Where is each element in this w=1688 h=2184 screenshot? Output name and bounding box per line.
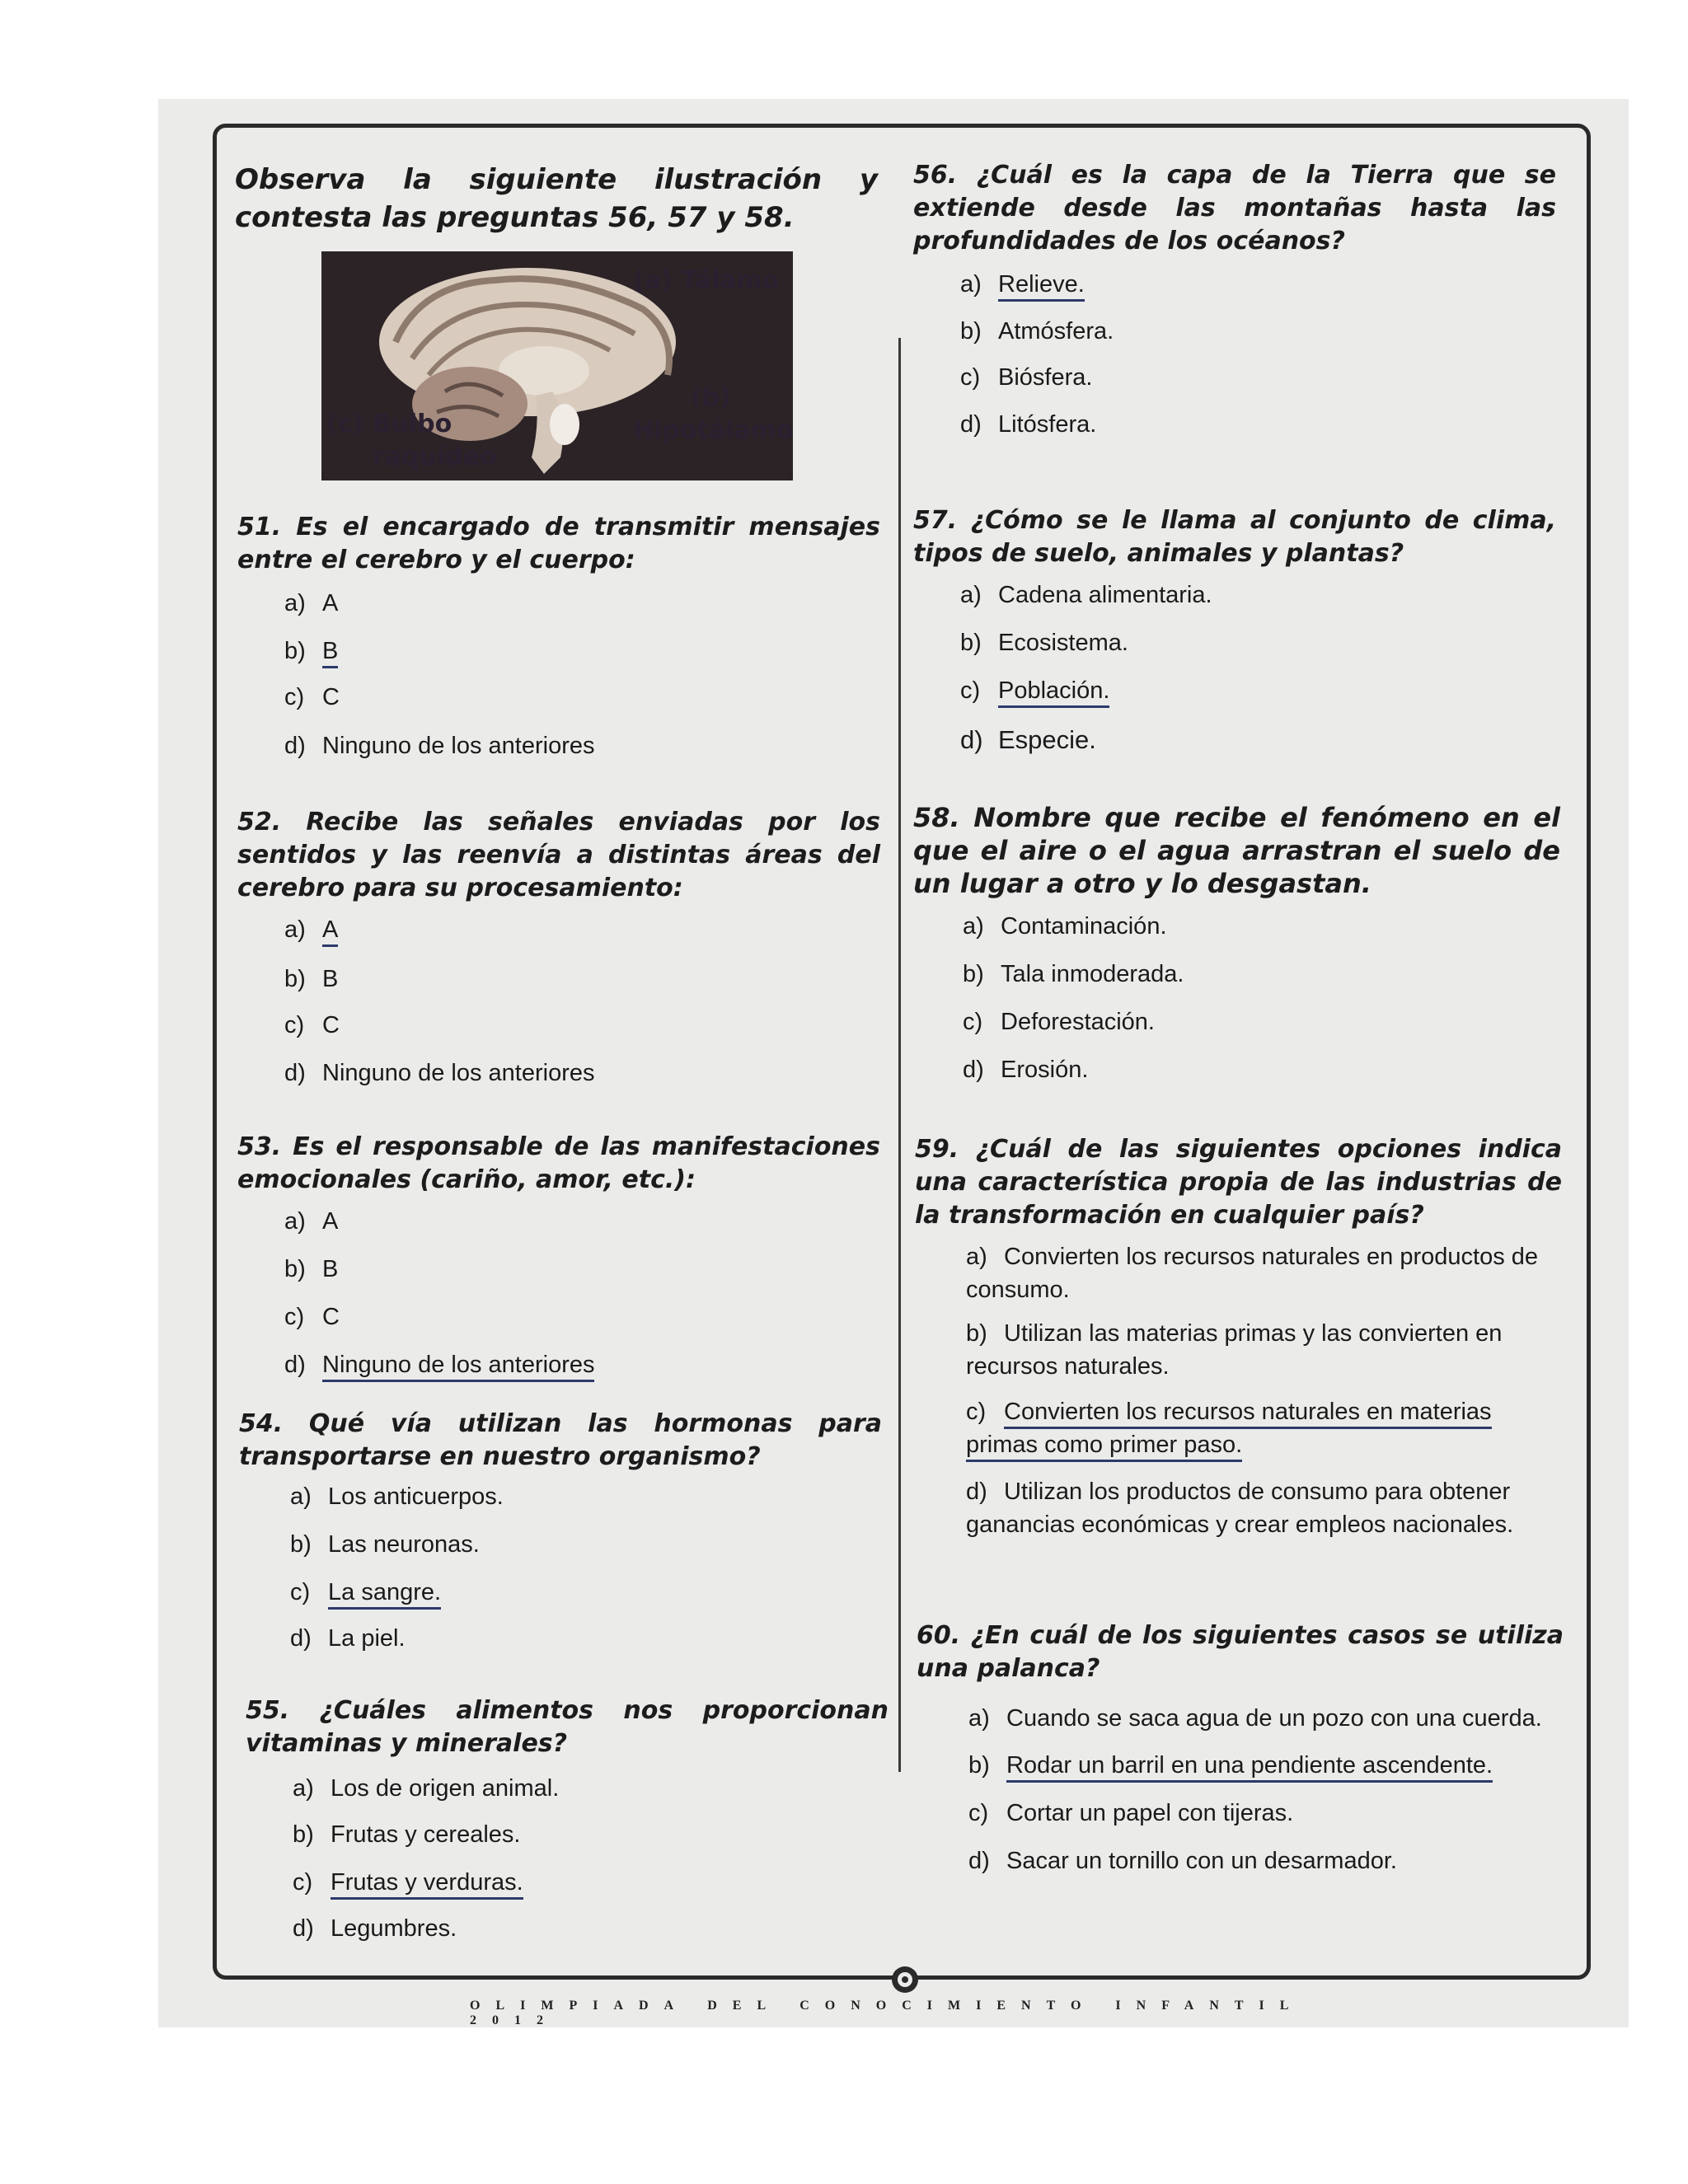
option-text: B <box>322 966 339 992</box>
option-text: Utilizan los productos de consumo para obtener ganancias económicas y crear empleos nacionales. <box>966 1479 1514 1538</box>
option-text: Las neuronas. <box>328 1531 480 1558</box>
option-letter: c) <box>293 1869 313 1896</box>
option-text: Frutas y cereales. <box>331 1821 521 1848</box>
option-letter: d) <box>284 733 306 759</box>
column-divider <box>898 338 901 1772</box>
q60-option-b[interactable] <box>968 1749 1493 1782</box>
question-57: 57. ¿Cómo se le llama al conjunto de clima, tipos de suelo, animales y plantas? <box>913 506 1556 568</box>
question-56: 56. ¿Cuál es la capa de la Tierra que se extiende desde las montañas hasta las profundidades de los océanos? <box>913 161 1556 255</box>
option-text: Ninguno de los anteriores <box>322 1060 595 1086</box>
option-letter: c) <box>960 677 981 704</box>
q52-option-c[interactable] <box>284 1009 340 1042</box>
option-text: Cadena alimentaria. <box>998 582 1212 608</box>
q58-option-c[interactable] <box>963 1005 1155 1038</box>
label-bulbo-line2: raquídeo <box>373 443 497 471</box>
brain-illustration <box>321 251 793 480</box>
option-letter: b) <box>963 961 984 987</box>
option-text: Rodar un barril en una pendiente ascendente. <box>1006 1752 1493 1783</box>
option-text: Los anticuerpos. <box>328 1483 504 1510</box>
question-51: 51. Es el encargado de transmitir mensajes entre el cerebro y el cuerpo: <box>237 513 880 574</box>
option-text: Ecosistema. <box>998 630 1128 656</box>
option-letter: d) <box>968 1848 990 1874</box>
option-letter: b) <box>960 318 982 344</box>
q58-option-b[interactable] <box>963 958 1184 991</box>
option-text: C <box>322 684 340 710</box>
option-letter: a) <box>284 1208 306 1235</box>
option-text: Cuando se saca agua de un pozo con una cuerda. <box>1006 1705 1542 1732</box>
option-text: Biósfera. <box>998 364 1093 391</box>
option-text: B <box>322 638 338 668</box>
q51-option-b[interactable] <box>284 635 338 668</box>
option-letter: d) <box>966 1479 987 1505</box>
option-text: Ninguno de los anteriores <box>322 1352 594 1382</box>
option-letter: c) <box>968 1800 989 1826</box>
option-text: A <box>322 916 338 947</box>
option-letter: c) <box>284 1012 305 1038</box>
q58-option-d[interactable] <box>963 1053 1088 1086</box>
option-text: Frutas y verduras. <box>331 1869 523 1900</box>
option-text: Tala inmoderada. <box>1001 961 1184 987</box>
option-letter: b) <box>293 1821 314 1848</box>
option-letter: a) <box>293 1775 314 1802</box>
q55-option-d[interactable] <box>293 1912 457 1945</box>
q58-option-a[interactable] <box>963 910 1167 943</box>
q57-option-c[interactable] <box>960 674 1109 707</box>
label-bulbo-line1: (c) Bulbo <box>326 410 452 438</box>
option-letter: b) <box>960 630 982 656</box>
option-text: La sangre. <box>328 1579 441 1610</box>
option-letter: b) <box>966 1320 987 1347</box>
q52-option-b[interactable] <box>284 963 338 996</box>
q54-option-d[interactable] <box>290 1622 406 1655</box>
question-52: 52. Recibe las señales enviadas por los sentidos y las reenvía a distintas áreas del cerebro para su procesamiento: <box>237 808 880 902</box>
q59-option-a[interactable] <box>966 1240 1559 1306</box>
option-letter: c) <box>290 1579 311 1605</box>
option-letter: a) <box>290 1483 312 1510</box>
q55-option-a[interactable] <box>293 1772 559 1805</box>
option-text: Relieve. <box>998 271 1085 302</box>
option-text: B <box>322 1256 339 1282</box>
option-letter: c) <box>966 1399 987 1425</box>
q51-option-c[interactable] <box>284 681 340 714</box>
option-letter: d) <box>293 1915 314 1942</box>
option-text: Legumbres. <box>331 1915 457 1942</box>
q52-option-d[interactable] <box>284 1057 594 1090</box>
label-talamo: (a) Tálamo <box>633 266 780 295</box>
option-text: Sacar un tornillo con un desarmador. <box>1006 1848 1397 1874</box>
q59-option-c[interactable] <box>966 1395 1559 1461</box>
option-text: Especie. <box>998 725 1096 754</box>
q59-option-b[interactable] <box>966 1317 1559 1383</box>
option-text: Convierten los recursos naturales en productos de consumo. <box>966 1244 1539 1303</box>
option-letter: d) <box>960 411 982 438</box>
q57-option-a[interactable] <box>960 579 1212 612</box>
question-58: 58. Nombre que recibe el fenómeno en el que el aire o el agua arrastran el suelo de un lugar a otro y lo desgastan. <box>913 802 1560 899</box>
option-text: A <box>322 1208 339 1235</box>
q57-option-d[interactable] <box>960 724 1096 757</box>
option-letter: a) <box>960 582 982 608</box>
footer-title: OLIMPIADA DEL CONOCIMIENTO INFANTIL 2012 <box>470 1999 1304 2027</box>
option-letter: b) <box>968 1752 990 1779</box>
q53-option-b[interactable] <box>284 1253 338 1286</box>
q60-option-d[interactable] <box>968 1844 1397 1877</box>
q56-option-a[interactable] <box>960 268 1085 301</box>
q53-option-a[interactable] <box>284 1205 338 1238</box>
option-letter: a) <box>963 913 984 940</box>
option-text: Los de origen animal. <box>331 1775 560 1802</box>
option-text: C <box>322 1304 340 1330</box>
label-b-letter: (b) <box>691 383 731 412</box>
option-letter: a) <box>966 1244 987 1270</box>
option-letter: d) <box>960 725 983 754</box>
q51-option-a[interactable] <box>284 587 338 620</box>
option-letter: b) <box>284 638 306 664</box>
q56-option-c[interactable] <box>960 361 1092 394</box>
option-letter: c) <box>284 1304 305 1330</box>
intro-text: Observa la siguiente ilustración y contesta las preguntas 56, 57 y 58. <box>235 163 878 234</box>
option-text: Contaminación. <box>1001 913 1167 940</box>
option-letter: d) <box>284 1060 306 1086</box>
label-hipotalamo: Hipotálamo <box>633 416 793 445</box>
question-55: 55. ¿Cuáles alimentos nos proporcionan vitaminas y minerales? <box>246 1696 889 1758</box>
question-60: 60. ¿En cuál de los siguientes casos se utiliza una palanca? <box>917 1621 1564 1683</box>
option-text: Atmósfera. <box>998 318 1114 344</box>
option-text: La piel. <box>328 1625 406 1652</box>
q51-option-d[interactable] <box>284 729 594 762</box>
q53-option-d[interactable] <box>284 1348 594 1381</box>
option-letter: c) <box>960 364 981 391</box>
option-text: Cortar un papel con tijeras. <box>1006 1800 1294 1826</box>
q55-option-c[interactable] <box>293 1866 523 1899</box>
option-text: Deforestación. <box>1001 1009 1155 1035</box>
option-letter: d) <box>284 1352 306 1378</box>
option-text: A <box>322 590 339 616</box>
option-letter: b) <box>290 1531 312 1558</box>
option-letter: b) <box>284 1256 306 1282</box>
question-53: 53. Es el responsable de las manifestaciones emocionales (cariño, amor, etc.): <box>237 1132 880 1194</box>
option-text: Utilizan las materias primas y las convierten en recursos naturales. <box>966 1320 1503 1380</box>
option-letter: a) <box>284 590 306 616</box>
option-text: Convierten los recursos naturales en materias primas como primer paso. <box>966 1399 1492 1462</box>
q54-option-a[interactable] <box>290 1480 504 1513</box>
q56-option-d[interactable] <box>960 408 1096 441</box>
option-text: Población. <box>998 677 1109 708</box>
question-54: 54. Qué vía utilizan las hormonas para transportarse en nuestro organismo? <box>239 1409 882 1471</box>
option-letter: c) <box>963 1009 983 1035</box>
option-letter: a) <box>968 1705 990 1732</box>
option-letter: d) <box>963 1057 984 1083</box>
option-letter: b) <box>284 966 306 992</box>
option-text: Erosión. <box>1001 1057 1089 1083</box>
olympiad-logo-icon <box>889 1963 921 1996</box>
q59-option-d[interactable] <box>966 1475 1559 1541</box>
option-text: Ninguno de los anteriores <box>322 733 595 759</box>
q57-option-b[interactable] <box>960 626 1128 659</box>
q60-option-a[interactable] <box>968 1702 1542 1735</box>
option-letter: a) <box>960 271 982 298</box>
q56-option-b[interactable] <box>960 315 1114 348</box>
q60-option-c[interactable] <box>968 1797 1293 1830</box>
q54-option-c[interactable] <box>290 1576 441 1609</box>
option-text: Litósfera. <box>998 411 1097 438</box>
option-letter: d) <box>290 1625 312 1652</box>
option-text: C <box>322 1012 340 1038</box>
q54-option-b[interactable] <box>290 1528 480 1561</box>
question-59: 59. ¿Cuál de las siguientes opciones indica una característica propia de las industrias de la transformación en cualquier país? <box>915 1135 1562 1230</box>
option-letter: a) <box>284 916 306 943</box>
q52-option-a[interactable] <box>284 913 338 946</box>
option-letter: c) <box>284 684 305 710</box>
q55-option-b[interactable] <box>293 1818 520 1851</box>
q53-option-c[interactable] <box>284 1301 340 1333</box>
